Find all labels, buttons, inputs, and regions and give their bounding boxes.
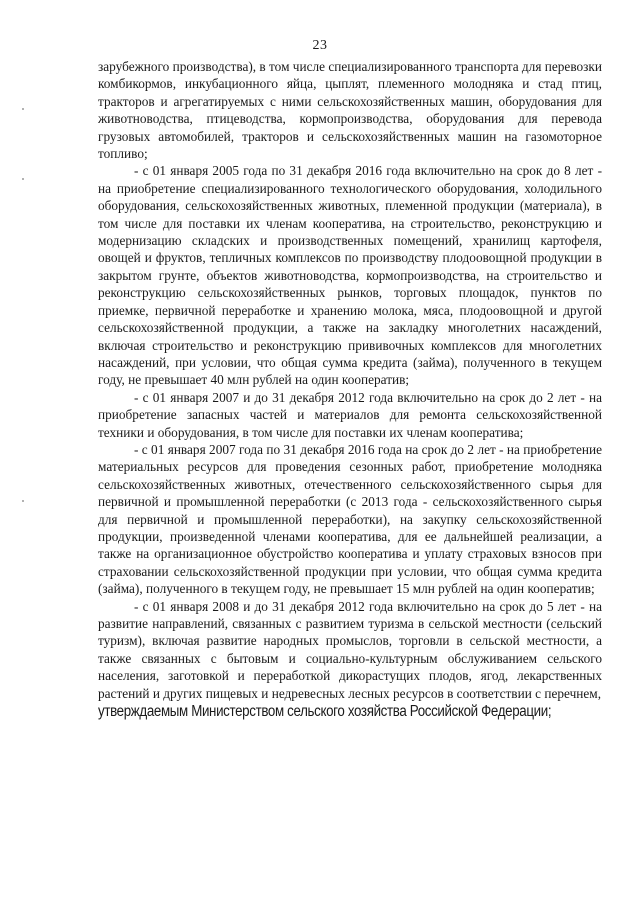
paragraph-2005-2016: - с 01 января 2005 года по 31 декабря 2016 года включительно на срок до 8 лет - на приобретение специализированного технологического оборудования, холодильного оборудования, сельскохозяйственных животных, племенной продукции (материала), в том числе для поставки их членам кооператива, на строительство, реконструкцию и модернизацию складских и производственных помещений, хранилищ картофеля, овощей и фруктов, тепличных комплексов по производству плодоовощной продукции в закрытом грунте, объектов животноводства, кормопроизводства, на строительство и реконструкцию сельскохозяйственных рынков, торговых площадок, пунктов по приемке, первичной переработке и хранению молока, мяса, плодоовощной и другой сельскохозяйственной продукции, а также на закладку многолетних насаждений, включая строительство и реконструкцию прививочных комплексов для многолетних насаждений, при условии, что общая сумма кредита (займа), полученного в текущем году, не превышает 40 млн рублей на один кооператив; — [98, 163, 602, 388]
margin-dot — [22, 108, 24, 110]
page-number: 23 — [312, 38, 328, 53]
paragraph-2008-2012: - с 01 января 2008 и до 31 декабря 2012 года включительно на срок до 5 лет - на развитие направлений, связанных с развитием туризма в сельской местности (сельский туризм), включая развитие народных промыслов, торговли в сельской местности, а также связанных с бытовым и социально-культурным обслуживанием сельского населения, заготовкой и переработкой дикорастущих плодов, ягод, лекарственных растений и других пищевых и недревесных лесных ресурсов в соответствии с перечнем, — [98, 598, 602, 701]
paragraph-continuation: зарубежного производства), в том числе специализированного транспорта для перевозки комбикормов, инкубационного яйца, цыплят, племенного молодняка и стад птиц, тракторов и агрегатируемых с ними сельскохозяйственных машин, оборудования для животноводства, птицеводства, кормопроизводства, оборудования для перевода грузовых автомобилей, тракторов и сельскохозяйственных машин на газомоторное топливо; — [98, 59, 602, 162]
body-text — [98, 58, 602, 720]
paragraph-2007-2016: - с 01 января 2007 года по 31 декабря 2016 года на срок до 2 лет - на приобретение материальных ресурсов для проведения сезонных работ, приобретение молодняка сельскохозяйственных животных, отечественного сельскохозяйственного сырья для первичной и промышленной переработки (с 2013 года - сельскохозяйственного сырья для первичной и промышленной переработки), на закупку сельскохозяйственной продукции, произведенной членами кооператива, для ее дальнейшей реализации, а также на организационное обустройство кооператива и уплату страховых взносов при страховании сельскохозяйственной продукции при условии, что общая сумма кредита (займа), полученного в текущем году, не превышает 15 млн рублей на один кооператив; — [98, 441, 602, 597]
paragraph-2007-2012: - с 01 января 2007 и до 31 декабря 2012 года включительно на срок до 2 лет - на приобретение запасных частей и материалов для ремонта сельскохозяйственной техники и оборудования, в том числе для поставки их членам кооператива; — [98, 389, 602, 440]
final-line: утверждаемым Министерством сельского хозяйства Российской Федерации; — [98, 703, 552, 721]
margin-dot — [22, 178, 24, 180]
margin-dot — [22, 500, 24, 502]
